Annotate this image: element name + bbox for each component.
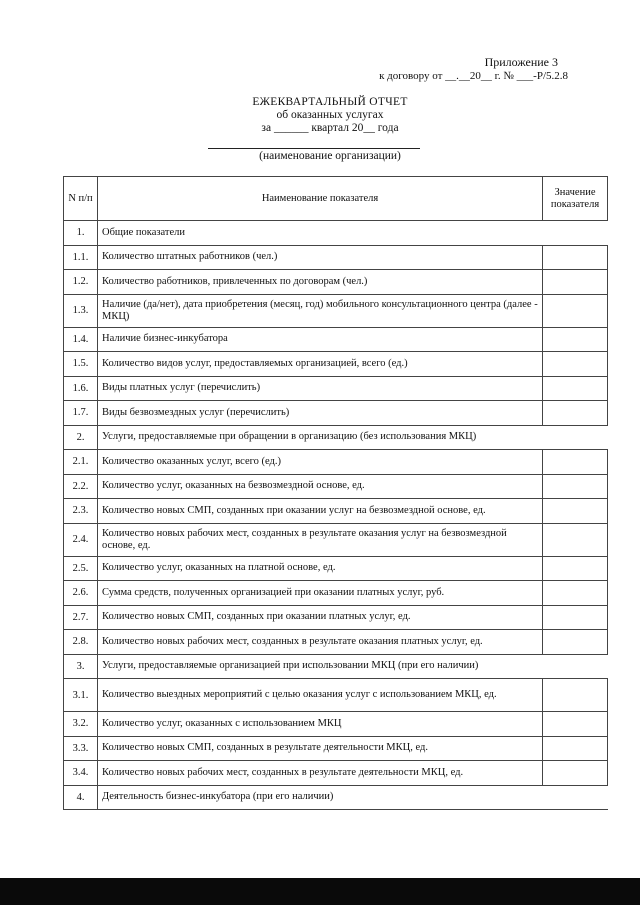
indicator-name: Количество новых рабочих мест, созданных в результате оказания платных услуг, ед. (98, 630, 543, 655)
indicator-value-cell (543, 270, 608, 295)
indicator-name: Количество новых СМП, созданных при оказании услуг на безвозмездной основе, ед. (98, 499, 543, 524)
row-number: 1.5. (64, 352, 98, 377)
section-row (64, 785, 608, 810)
row-number: 1.2. (64, 270, 98, 295)
organization-caption: (наименование организации) (259, 150, 401, 162)
indicator-value-cell (543, 785, 608, 810)
indicator-name: Виды платных услуг (перечислить) (98, 376, 543, 401)
indicator-value-cell (543, 654, 608, 679)
row-number: 2.5. (64, 556, 98, 581)
indicator-value-cell (543, 376, 608, 401)
row-number: 1.6. (64, 376, 98, 401)
indicator-name: Количество новых СМП, созданных в результате деятельности МКЦ, ед. (98, 736, 543, 761)
indicator-name: Количество штатных работников (чел.) (98, 245, 543, 270)
indicator-name: Наличие (да/нет), дата приобретения (месяц, год) мобильного консультационного центра (далее - МКЦ) (98, 294, 543, 327)
indicator-name: Количество работников, привлеченных по договорам (чел.) (98, 270, 543, 295)
section-row (64, 654, 608, 679)
report-subtitle: об оказанных услугах (276, 109, 384, 121)
row-number: 2.6. (64, 581, 98, 606)
column-header-number: N п/п (64, 177, 98, 221)
table-row (64, 605, 608, 630)
indicator-name: Сумма средств, полученных организацией при оказании платных услуг, руб. (98, 581, 543, 606)
row-number: 2.7. (64, 605, 98, 630)
table-row (64, 474, 608, 499)
row-number: 3.2. (64, 712, 98, 737)
indicator-value-cell (543, 630, 608, 655)
report-title: ЕЖЕКВАРТАЛЬНЫЙ ОТЧЕТ (252, 96, 408, 108)
scan-bottom-edge (0, 878, 640, 905)
indicator-value-cell (543, 712, 608, 737)
report-table-body (64, 221, 608, 810)
indicator-value-cell (543, 761, 608, 786)
indicator-value-cell (543, 605, 608, 630)
row-number: 2.8. (64, 630, 98, 655)
table-header-row (64, 177, 608, 221)
indicator-value-cell (543, 581, 608, 606)
indicator-name: Количество услуг, оказанных на платной основе, ед. (98, 556, 543, 581)
row-number: 2.4. (64, 523, 98, 556)
indicator-value-cell (543, 474, 608, 499)
table-row (64, 294, 608, 327)
indicator-name: Количество новых рабочих мест, созданных в результате деятельности МКЦ, ед. (98, 761, 543, 786)
table-row (64, 499, 608, 524)
row-number: 3.3. (64, 736, 98, 761)
indicator-value-cell (543, 294, 608, 327)
indicator-name: Количество услуг, оказанных с использованием МКЦ (98, 712, 543, 737)
indicator-name: Количество видов услуг, предоставляемых организацией, всего (ед.) (98, 352, 543, 377)
indicator-value-cell (543, 352, 608, 377)
report-table (63, 176, 608, 810)
row-number: 1.7. (64, 401, 98, 426)
appendix-header (379, 55, 568, 83)
row-number: 1. (64, 221, 98, 246)
table-row (64, 712, 608, 737)
table-row (64, 401, 608, 426)
indicator-value-cell (543, 736, 608, 761)
contract-reference: к договору от __.__20__ г. № ___-Р/5.2.8 (379, 70, 568, 82)
organization-name-line (208, 148, 420, 149)
indicator-name: Деятельность бизнес-инкубатора (при его наличии) (98, 785, 543, 810)
indicator-value-cell (543, 401, 608, 426)
indicator-name: Количество оказанных услуг, всего (ед.) (98, 450, 543, 475)
section-row (64, 425, 608, 450)
table-row (64, 270, 608, 295)
row-number: 2.2. (64, 474, 98, 499)
table-row (64, 450, 608, 475)
indicator-value-cell (543, 221, 608, 246)
table-row (64, 736, 608, 761)
row-number: 2.1. (64, 450, 98, 475)
row-number: 3.4. (64, 761, 98, 786)
table-row (64, 245, 608, 270)
table-row (64, 523, 608, 556)
row-number: 3.1. (64, 679, 98, 712)
indicator-value-cell (543, 327, 608, 352)
indicator-name: Общие показатели (98, 221, 543, 246)
row-number: 2.3. (64, 499, 98, 524)
indicator-value-cell (543, 245, 608, 270)
table-row (64, 581, 608, 606)
row-number: 2. (64, 425, 98, 450)
indicator-name: Количество новых СМП, созданных при оказании платных услуг, ед. (98, 605, 543, 630)
appendix-label: Приложение 3 (484, 55, 558, 69)
row-number: 1.4. (64, 327, 98, 352)
indicator-name: Количество новых рабочих мест, созданных в результате оказания услуг на безвозмездной основе, ед. (98, 523, 543, 556)
indicator-name: Виды безвозмездных услуг (перечислить) (98, 401, 543, 426)
row-number: 1.3. (64, 294, 98, 327)
indicator-value-cell (543, 679, 608, 712)
indicator-value-cell (543, 450, 608, 475)
table-row (64, 679, 608, 712)
row-number: 3. (64, 654, 98, 679)
indicator-name: Наличие бизнес-инкубатора (98, 327, 543, 352)
indicator-name: Услуги, предоставляемые организацией при использовании МКЦ (при его наличии) (98, 654, 543, 679)
table-row (64, 556, 608, 581)
indicator-value-cell (543, 499, 608, 524)
column-header-indicator: Наименование показателя (98, 177, 543, 221)
report-title-block (0, 96, 640, 135)
indicator-value-cell (543, 556, 608, 581)
indicator-name: Количество выездных мероприятий с целью оказания услуг с использованием МКЦ, ед. (98, 679, 543, 712)
column-header-value: Значение показателя (543, 177, 608, 221)
table-row (64, 352, 608, 377)
indicator-name: Услуги, предоставляемые при обращении в организацию (без использования МКЦ) (98, 425, 543, 450)
table-row (64, 376, 608, 401)
report-period: за ______ квартал 20__ года (261, 122, 399, 134)
table-row (64, 327, 608, 352)
indicator-value-cell (543, 425, 608, 450)
section-row (64, 221, 608, 246)
row-number: 4. (64, 785, 98, 810)
table-row (64, 630, 608, 655)
indicator-value-cell (543, 523, 608, 556)
row-number: 1.1. (64, 245, 98, 270)
indicator-name: Количество услуг, оказанных на безвозмездной основе, ед. (98, 474, 543, 499)
table-row (64, 761, 608, 786)
